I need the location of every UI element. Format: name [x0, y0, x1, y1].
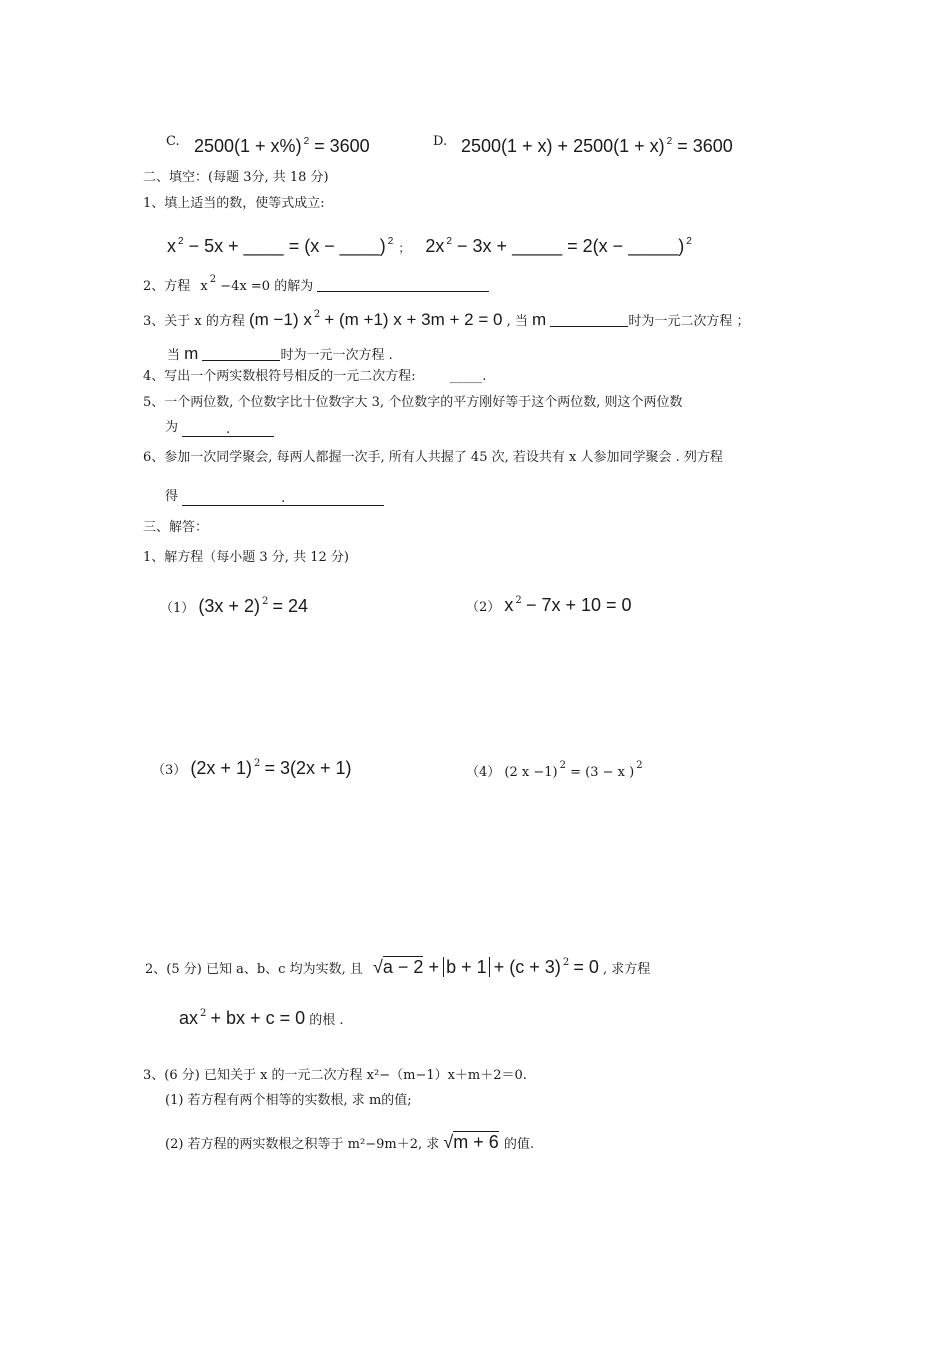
exponent: 2	[178, 236, 184, 247]
section2-heading: 二、填空：(每题 3分, 共 18 分)	[143, 170, 329, 185]
q2-rest: + (c + 3)	[493, 957, 561, 977]
q3-eq-b: + (m +1) x + 3m + 2 = 0	[324, 310, 503, 329]
answer-blank[interactable]: _____.	[449, 369, 487, 384]
exponent: 2	[562, 957, 570, 968]
fill-q6-line2	[165, 489, 384, 506]
exponent: 2	[387, 236, 394, 247]
q2-eq-suffix: 的根 .	[309, 1013, 344, 1028]
solve-q1-text: 1、解方程（每小题 3 分, 共 12 分)	[143, 550, 349, 565]
q2-eq-rest: −4x =0	[220, 279, 271, 294]
option-c-label: C.	[166, 134, 180, 149]
eq1-eq: = (x −	[288, 236, 335, 256]
eq2-mid: − 3x +	[457, 236, 508, 256]
part2-prefix: (2) 若方程的两实数根之积等于 m²−9m＋2, 求	[165, 1137, 440, 1152]
exponent: 2	[636, 760, 643, 771]
fill-q4	[143, 369, 486, 385]
option-c-expr: 2500(1 + x%)	[194, 136, 302, 156]
q3-tail2: 时为一元一次方程 .	[280, 348, 393, 363]
p3-expr: (2x + 1)	[190, 758, 252, 778]
q6-prefix: 得	[165, 489, 179, 504]
eq2-blank-2: _____	[628, 236, 679, 256]
sqrt-arg: a − 2	[382, 957, 424, 977]
p4-expr: (2 x −1)	[504, 765, 558, 780]
answer-blank[interactable]	[202, 346, 280, 361]
fill-q5-line2	[165, 420, 274, 437]
eq1-blank-2: ____	[339, 236, 380, 256]
sqrt-expression	[373, 957, 428, 977]
exponent: 2	[200, 1008, 207, 1019]
p3-rhs: = 3(2x + 1)	[264, 758, 352, 778]
exponent: 2	[666, 136, 673, 147]
eq2-close: )	[678, 236, 685, 256]
sqrt-expression	[443, 1131, 503, 1152]
fill-q2	[143, 272, 489, 295]
option-d-equation	[461, 131, 733, 157]
q4-text: 4、写出一个两实数根符号相反的一元二次方程:	[143, 369, 416, 384]
q3-eq-a: (m −1) x	[249, 310, 312, 329]
exponent: 2	[686, 236, 692, 247]
q2-eq-b: + bx + c = 0	[210, 1008, 306, 1028]
q2-rhs: = 0	[573, 957, 599, 977]
p1-expr: (3x + 2)	[198, 596, 260, 616]
option-d-rhs: = 3600	[677, 136, 733, 156]
solve-p1	[160, 594, 308, 617]
exponent: 2	[303, 136, 310, 147]
q3-prefix: 3、关于 x 的方程	[143, 314, 245, 329]
q2-suffix: 的解为	[274, 279, 314, 294]
q3-line2-prefix: 当	[167, 348, 181, 363]
q3-var-m: m	[532, 310, 547, 329]
eq1-close: )	[379, 236, 386, 256]
q3-tail1: 时为一元二次方程 ；	[628, 314, 750, 329]
solve-q3-part2	[165, 1131, 534, 1153]
answer-blank[interactable]	[550, 312, 628, 327]
p4-label: （4）	[466, 765, 501, 780]
plus-sign: +	[428, 957, 439, 977]
p1-rhs: = 24	[272, 596, 309, 616]
fill-q6-line1: 6、参加一次同学聚会, 每两人都握一次手, 所有人共握了 45 次, 若设共有 x 人参加同学聚会 . 列方程	[143, 450, 723, 465]
exponent: 2	[559, 760, 566, 771]
p4-mid: = (3 − x )	[570, 765, 635, 780]
eq2-blank-1: _____	[512, 236, 563, 256]
option-d-label: D.	[433, 134, 448, 149]
q3-mid: , 当	[506, 314, 528, 329]
sqrt-icon: √	[443, 1132, 454, 1152]
eq2-lhs: 2x	[425, 236, 445, 256]
sqrt-arg: m + 6	[453, 1132, 499, 1152]
solve-p3	[152, 756, 352, 779]
fill-q3-line1	[143, 307, 749, 331]
p1-label: （1）	[160, 601, 195, 616]
fill-q5-line1: 5、一个两位数, 个位数字比十位数字大 3, 个位数字的平方刚好等于这个两位数, 则这个两位数	[143, 395, 683, 410]
exponent: 2	[446, 236, 452, 247]
fill-q1-equations	[167, 231, 692, 259]
q2-suffix: , 求方程	[603, 962, 651, 977]
answer-blank[interactable]	[317, 277, 489, 292]
q2-eq-a: ax	[179, 1008, 199, 1028]
solve-q2-line2	[179, 1006, 344, 1029]
abs-expression	[443, 957, 490, 977]
section3-heading: 三、解答：	[143, 520, 209, 535]
p2-rest: − 7x + 10 = 0	[525, 595, 632, 615]
exponent: 2	[515, 595, 522, 606]
solve-q2-line1	[145, 955, 650, 978]
p3-label: （3）	[152, 763, 187, 778]
answer-blank[interactable]	[182, 491, 384, 506]
option-c-rhs: = 3600	[314, 136, 370, 156]
exponent: 2	[253, 758, 261, 769]
eq2-eq: = 2(x −	[567, 236, 624, 256]
p2-label: （2）	[466, 600, 501, 615]
fill-q3-line2	[167, 343, 393, 365]
abs-arg: b + 1	[446, 957, 487, 977]
option-c-equation	[194, 131, 370, 157]
answer-blank[interactable]	[182, 422, 274, 437]
solve-q3-part1: (1) 若方程有两个相等的实数根, 求 m的值;	[165, 1093, 412, 1108]
eq1-mid: − 5x +	[188, 236, 239, 256]
q2-prefix: 2、(5 分) 已知 a、b、c 均为实数, 且	[145, 962, 363, 977]
q6-dot: .	[281, 491, 286, 506]
p2-x: x	[504, 595, 514, 615]
fill-q1-text: 1、填上适当的数，使等式成立:	[143, 196, 325, 211]
solve-p2	[466, 593, 632, 616]
exponent: 2	[261, 596, 269, 607]
eq-separator: ；	[398, 241, 411, 255]
eq1-lhs: x	[167, 236, 176, 256]
q5-dot: .	[226, 422, 231, 437]
exponent: 2	[209, 274, 217, 285]
eq1-blank-1: ____	[243, 236, 284, 256]
part2-suffix: 的值.	[503, 1137, 534, 1152]
q2-prefix: 2、方程	[143, 279, 191, 294]
solve-p4	[466, 758, 643, 781]
q5-prefix: 为	[165, 420, 179, 435]
option-d-expr: 2500(1 + x) + 2500(1 + x)	[461, 136, 665, 156]
q2-eq-x: x	[200, 279, 208, 294]
sqrt-icon: √	[372, 957, 383, 977]
exponent: 2	[313, 309, 321, 320]
solve-q3-line1: 3、(6 分) 已知关于 x 的一元二次方程 x²−（m−1）x＋m＋2＝0.	[143, 1068, 527, 1083]
q3-var-m: m	[184, 344, 199, 363]
